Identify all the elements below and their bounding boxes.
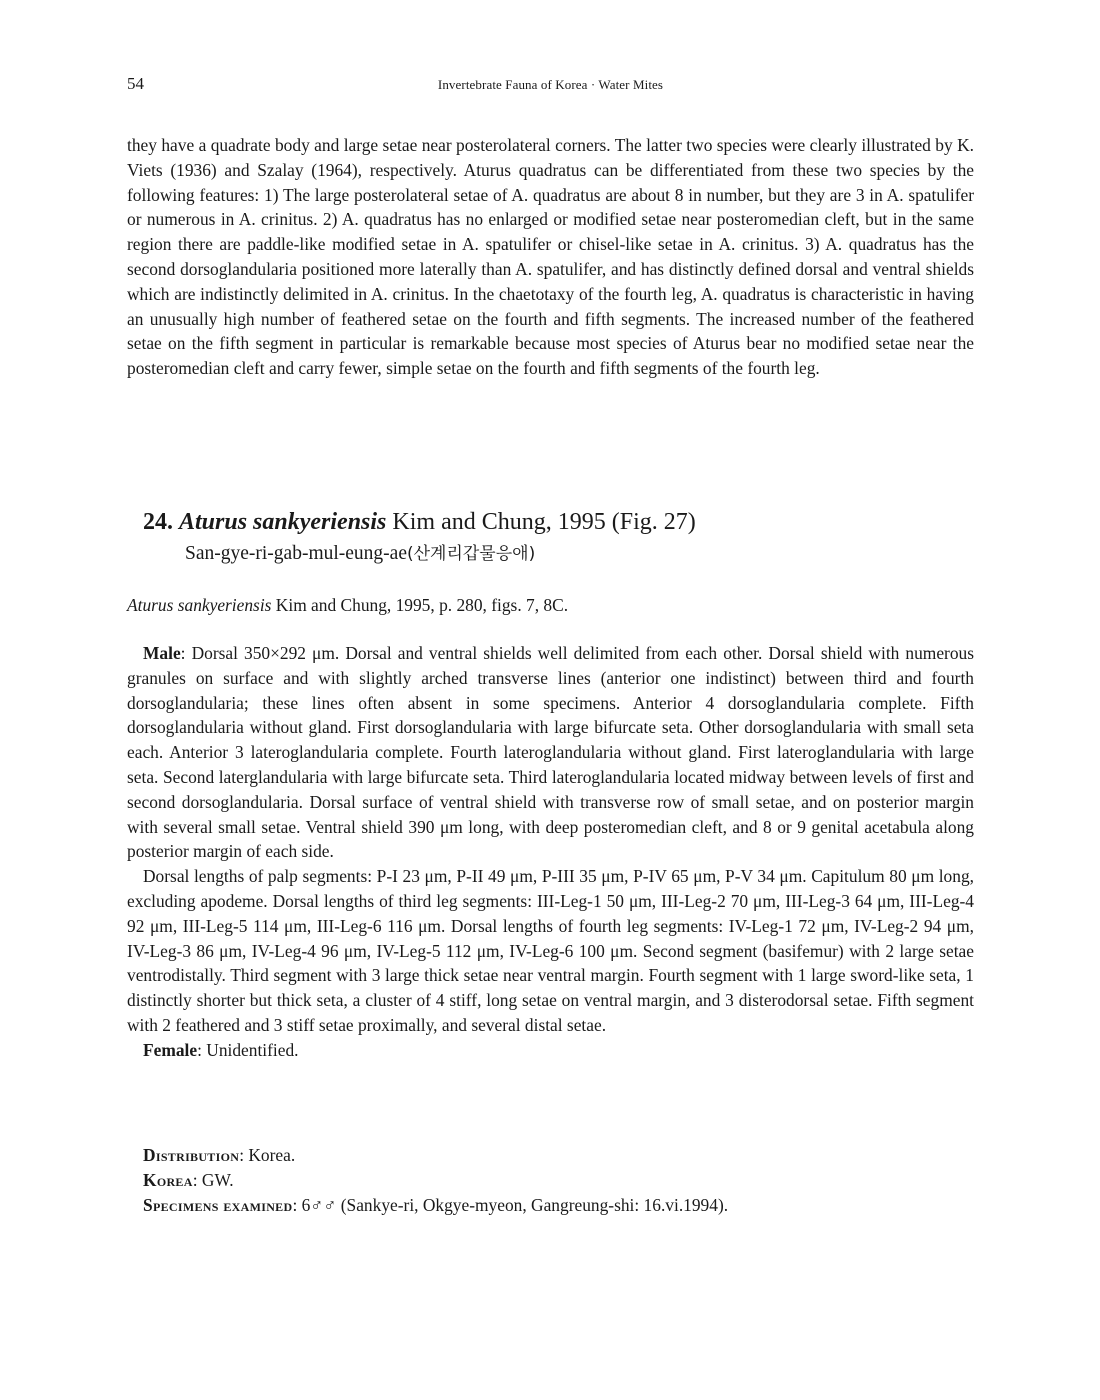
- distribution-label: Distribution: [143, 1145, 240, 1165]
- page-header: [127, 74, 974, 98]
- female-text: : Unidentified.: [197, 1039, 299, 1060]
- figure-reference: (Fig. 27): [611, 509, 696, 535]
- continued-paragraph: they have a quadrate body and large setae near posterolateral corners. The latter two species were clearly illustrated by K. Viets (1936) and Szalay (1964), respectively. Aturus quadratus can be differentiated from these two species by the following features: 1) The large posterolateral setae of A. quadratus are about 8 in number, but they are 3 in A. spatulifer or numerous in A. crinitus. 2) A. quadratus has no enlarged or modified setae near posteromedian cleft, but in the same region there are paddle-like modified setae in A. spatulifer or chisel-like setae in A. crinitus. 3) A. quadratus has the second dorsoglandularia positioned more laterally than A. spatulifer, and has distinctly defined dorsal and ventral shields which are indistinctly delimited in A. crinitus. In the chaetotaxy of the fourth leg, A. quadratus is characteristic in having an unusually high number of feathered setae on the fourth and fifth segments. The increased number of the feathered setae on the fifth segment in particular is remarkable because most species of Aturus bear no modified setae near the posteromedian cleft and carry fewer, simple setae on the fourth and fifth segments of the fourth leg.: [127, 135, 974, 379]
- citation-name: Aturus sankyeriensis: [127, 595, 272, 615]
- distribution-value: : Korea.: [239, 1145, 296, 1165]
- synonymy-citation: [127, 593, 568, 618]
- specimens-label: Specimens examined: [143, 1194, 293, 1215]
- korea-label: Korea: [143, 1169, 193, 1190]
- korean-name: (산계리갑물응애): [406, 544, 536, 564]
- korea-line: [143, 1168, 973, 1193]
- common-name: [185, 540, 535, 568]
- page-number: 54: [127, 74, 144, 93]
- measurements-paragraph: Dorsal lengths of palp segments: P-I 23 μm, P-II 49 μm, P-III 35 μm, P-IV 65 μm, P-V 34 μm. Capitulum 80 μm long, excluding apodeme. Dorsal lengths of third leg segments: III-Leg-1 50 μm, III-Leg-2 70 μm, III-Leg-3 64 μm, III-Leg-4 92 μm, III-Leg-5 114 μm, III-Leg-6 116 μm. Dorsal lengths of fourth leg segments: IV-Leg-1 72 μm, IV-Leg-2 94 μm, IV-Leg-3 86 μm, IV-Leg-4 96 μm, IV-Leg-5 112 μm, IV-Leg-6 100 μm. Second segment (basifemur) with 2 large setae ventrodistally. Third segment with 3 large thick setae near ventral margin. Fourth segment with 1 large sword-like seta, 1 distinctly shorter but thick seta, a cluster of 4 stiff, long setae on ventral margin, and 3 disterodorsal setae. Fifth segment with 2 feathered and 3 stiff setae proximally, and several distal setae.: [127, 866, 974, 1035]
- species-authority: Kim and Chung, 1995: [392, 509, 606, 535]
- species-heading: [143, 506, 973, 538]
- running-head: Invertebrate Fauna of Korea · Water Mites: [437, 77, 664, 92]
- male-label: Male: [143, 643, 181, 663]
- distribution-line: [143, 1143, 973, 1168]
- specimens-value: : 6♂♂ (Sankye-ri, Okgye-myeon, Gangreung-shi: 16.vi.1994).: [292, 1194, 729, 1215]
- female-paragraph: [127, 1038, 974, 1063]
- male-text: : Dorsal 350×292 μm. Dorsal and ventral shields well delimited from each other. Dorsal shield with numerous granules on surface and with slightly arched transverse lines (anterior one indistinct) between third and fourth dorsoglandularia; these lines often absent in some specimens. Anterior 4 dorsoglandularia complete. Fifth dorsoglandularia without gland. First dorsoglandularia with large bifurcate seta. Other dorsoglandularia with small seta each. Anterior 3 lateroglandularia complete. Fourth lateroglandularia without gland. First lateroglandularia with large seta. Second laterglandularia with large bifurcate seta. Third lateroglandularia located midway between levels of first and second dorsoglandularia. Dorsal surface of ventral shield with transverse row of small setae, and on posterior margin with several small setae. Ventral shield 390 μm long, with deep posteromedian cleft, and 8 or 9 genital acetabula along posterior margin of each side.: [127, 643, 974, 862]
- records-block: [143, 1143, 973, 1217]
- species-description: [127, 641, 974, 1063]
- specimens-line: [143, 1193, 973, 1218]
- female-label: Female: [143, 1039, 198, 1060]
- male-paragraph: [127, 641, 974, 864]
- species-number: 24.: [143, 509, 173, 535]
- species-name: Aturus sankyeriensis: [179, 509, 387, 535]
- citation-reference: Kim and Chung, 1995, p. 280, figs. 7, 8C.: [275, 595, 569, 615]
- romanized-name: San-gye-ri-gab-mul-eung-ae: [185, 543, 407, 564]
- korea-value: : GW.: [192, 1169, 234, 1190]
